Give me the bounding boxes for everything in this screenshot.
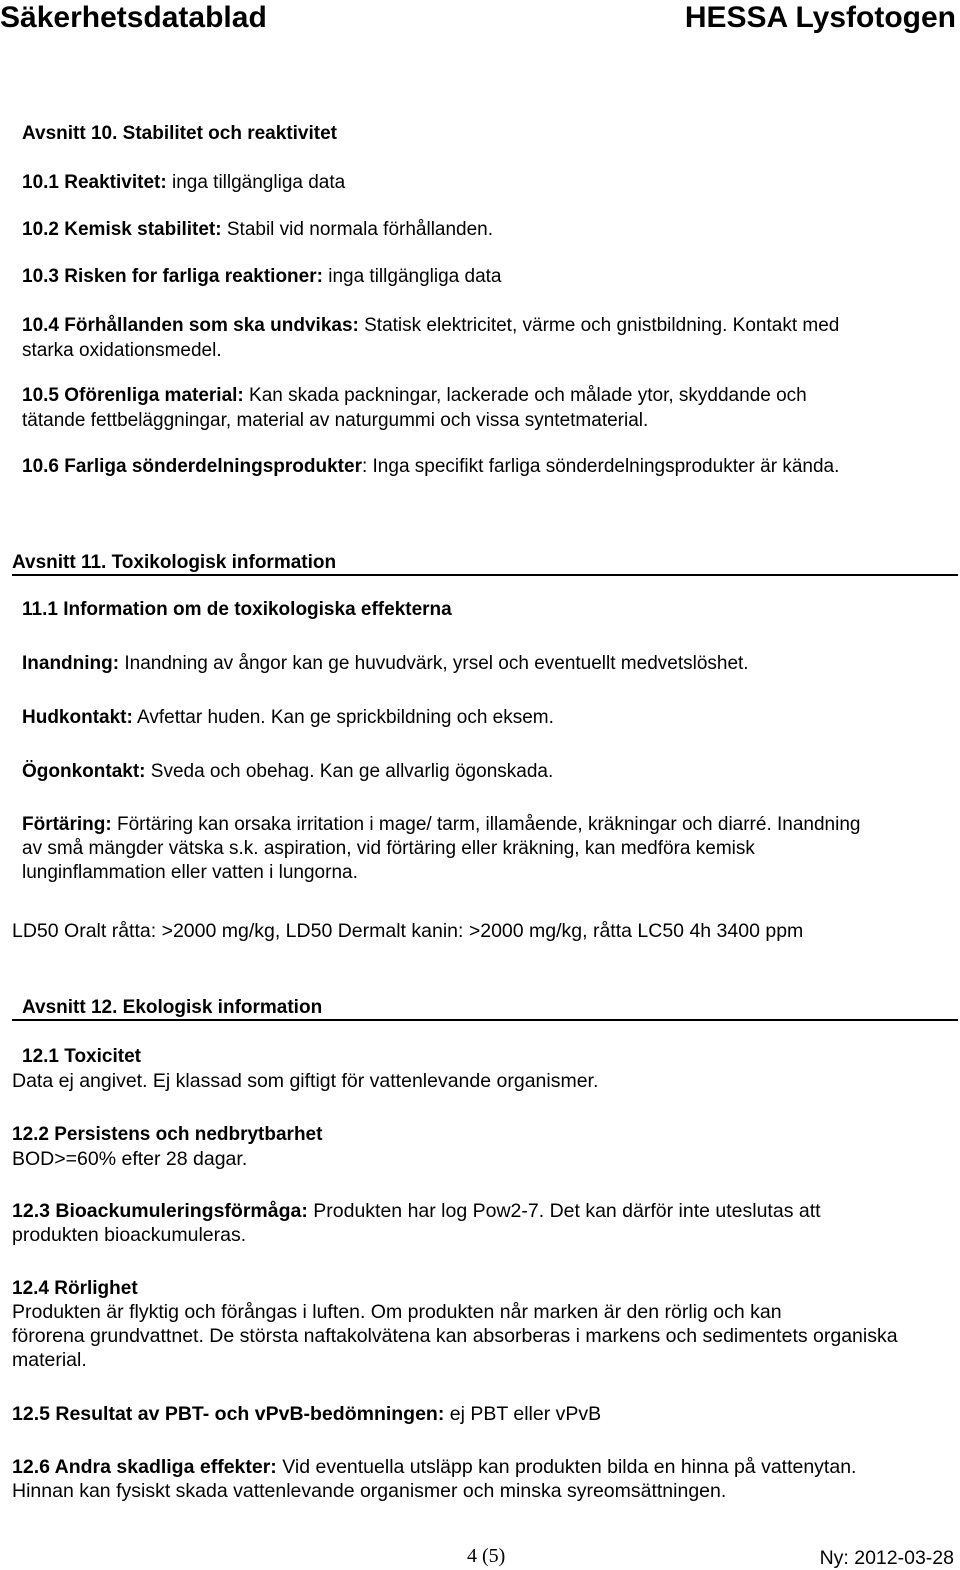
ld50-values: LD50 Oralt råtta: >2000 mg/kg, LD50 Dermalt kanin: >2000 mg/kg, råtta LC50 4h 3400 ppm [12,920,804,942]
item-12-4-line-3: material. [12,1349,87,1371]
item-text: Produkten har log Pow2-7. Det kan därför inte uteslutas att [307,1200,821,1222]
item-text: inga tillgängliga data [166,172,346,193]
item-label: Inandning: [22,653,120,674]
item-hudkontakt [22,706,554,730]
section-12-heading: Avsnitt 12. Ekologisk information [22,997,323,1018]
item-10-4-cont: starka oxidationsmedel. [22,340,222,361]
item-label: 10.3 Risken for farliga reaktioner: [22,266,323,287]
page-number: 4 (5) [467,1545,506,1567]
item-label: 12.3 Bioackumuleringsförmåga: [12,1200,308,1222]
section-11-subheading: 11.1 Information om de toxikologiska effekterna [22,599,452,620]
item-10-5 [22,384,807,408]
item-text: Stabil vid normala förhållanden. [221,219,494,240]
section-11-rule [12,574,958,576]
item-10-2 [22,218,493,242]
item-label: 10.2 Kemisk stabilitet: [22,219,222,240]
item-10-3 [22,265,501,289]
section-11-heading: Avsnitt 11. Toxikologisk information [12,552,337,573]
item-10-1 [22,171,345,195]
item-12-5 [12,1402,601,1426]
section-12-rule [12,1019,958,1021]
item-12-2-label: 12.2 Persistens och nedbrytbarhet [12,1124,323,1145]
item-fortaring-cont-1: av små mängder vätska s.k. aspiration, vid förtäring eller kräkning, kan medföra kemisk [22,838,755,859]
item-text: Statisk elektricitet, värme och gnistbildning. Kontakt med [358,315,840,336]
item-10-4 [22,314,839,338]
item-text: ej PBT eller vPvB [444,1403,602,1425]
item-inandning [22,652,749,676]
item-label: 10.4 Förhållanden som ska undvikas: [22,315,359,336]
item-label: 10.1 Reaktivitet: [22,172,167,193]
section-10-heading: Avsnitt 10. Stabilitet och reaktivitet [22,123,337,144]
revision-date: Ny: 2012-03-28 [819,1547,954,1569]
item-fortaring-cont-2: lunginflammation eller vatten i lungorna. [22,862,358,883]
item-text: Avfettar huden. Kan ge sprickbildning och eksem. [132,707,554,728]
item-12-1-label: 12.1 Toxicitet [22,1046,141,1067]
item-text: Sveda och obehag. Kan ge allvarlig ögonskada. [145,761,554,782]
item-12-6-cont: Hinnan kan fysiskt skada vattenlevande organismer och minska syreomsättningen. [12,1480,727,1502]
document-title: Säkerhetsdatablad [0,1,267,34]
item-12-4-line-2: förorena grundvattnet. De största naftakolvätena kan absorberas i markens och sedimentets organiska [12,1325,898,1347]
item-ogonkontakt [22,760,553,784]
item-10-6 [22,455,839,479]
item-text: Kan skada packningar, lackerade och målade ytor, skyddande och [243,385,807,406]
item-text: inga tillgängliga data [322,266,502,287]
item-label: 12.5 Resultat av PBT- och vPvB-bedömningen: [12,1403,445,1425]
item-label: Ögonkontakt: [22,761,146,782]
item-text: Förtäring kan orsaka irritation i mage/ tarm, illamående, kräkningar och diarré. Inandning [111,814,861,835]
item-text: Inandning av ångor kan ge huvudvärk, yrsel och eventuellt medvetslöshet. [119,653,749,674]
item-12-3 [12,1199,821,1223]
item-label: Hudkontakt: [22,707,133,728]
item-12-4-label: 12.4 Rörlighet [12,1278,138,1299]
item-text: Vid eventuella utsläpp kan produkten bilda en hinna på vattenytan. [276,1456,857,1478]
item-12-2-text: BOD>=60% efter 28 dagar. [12,1148,248,1170]
item-12-4-line-1: Produkten är flyktig och förångas i luften. Om produkten når marken är den rörlig och kan [12,1301,782,1323]
item-12-3-cont: produkten bioackumuleras. [12,1224,247,1246]
item-fortaring [22,813,860,837]
item-text: : Inga specifikt farliga sönderdelningsprodukter är kända. [361,456,840,477]
item-label: 10.6 Farliga sönderdelningsprodukter [22,456,362,477]
item-label: Förtäring: [22,814,112,835]
item-12-1-text: Data ej angivet. Ej klassad som giftigt för vattenlevande organismer. [12,1070,599,1092]
item-10-5-cont: tätande fettbeläggningar, material av naturgummi och vissa syntetmaterial. [22,410,649,431]
item-12-6 [12,1455,856,1479]
product-name: HESSA Lysfotogen [684,1,956,34]
item-label: 12.6 Andra skadliga effekter: [12,1456,277,1478]
item-label: 10.5 Oförenliga material: [22,385,244,406]
